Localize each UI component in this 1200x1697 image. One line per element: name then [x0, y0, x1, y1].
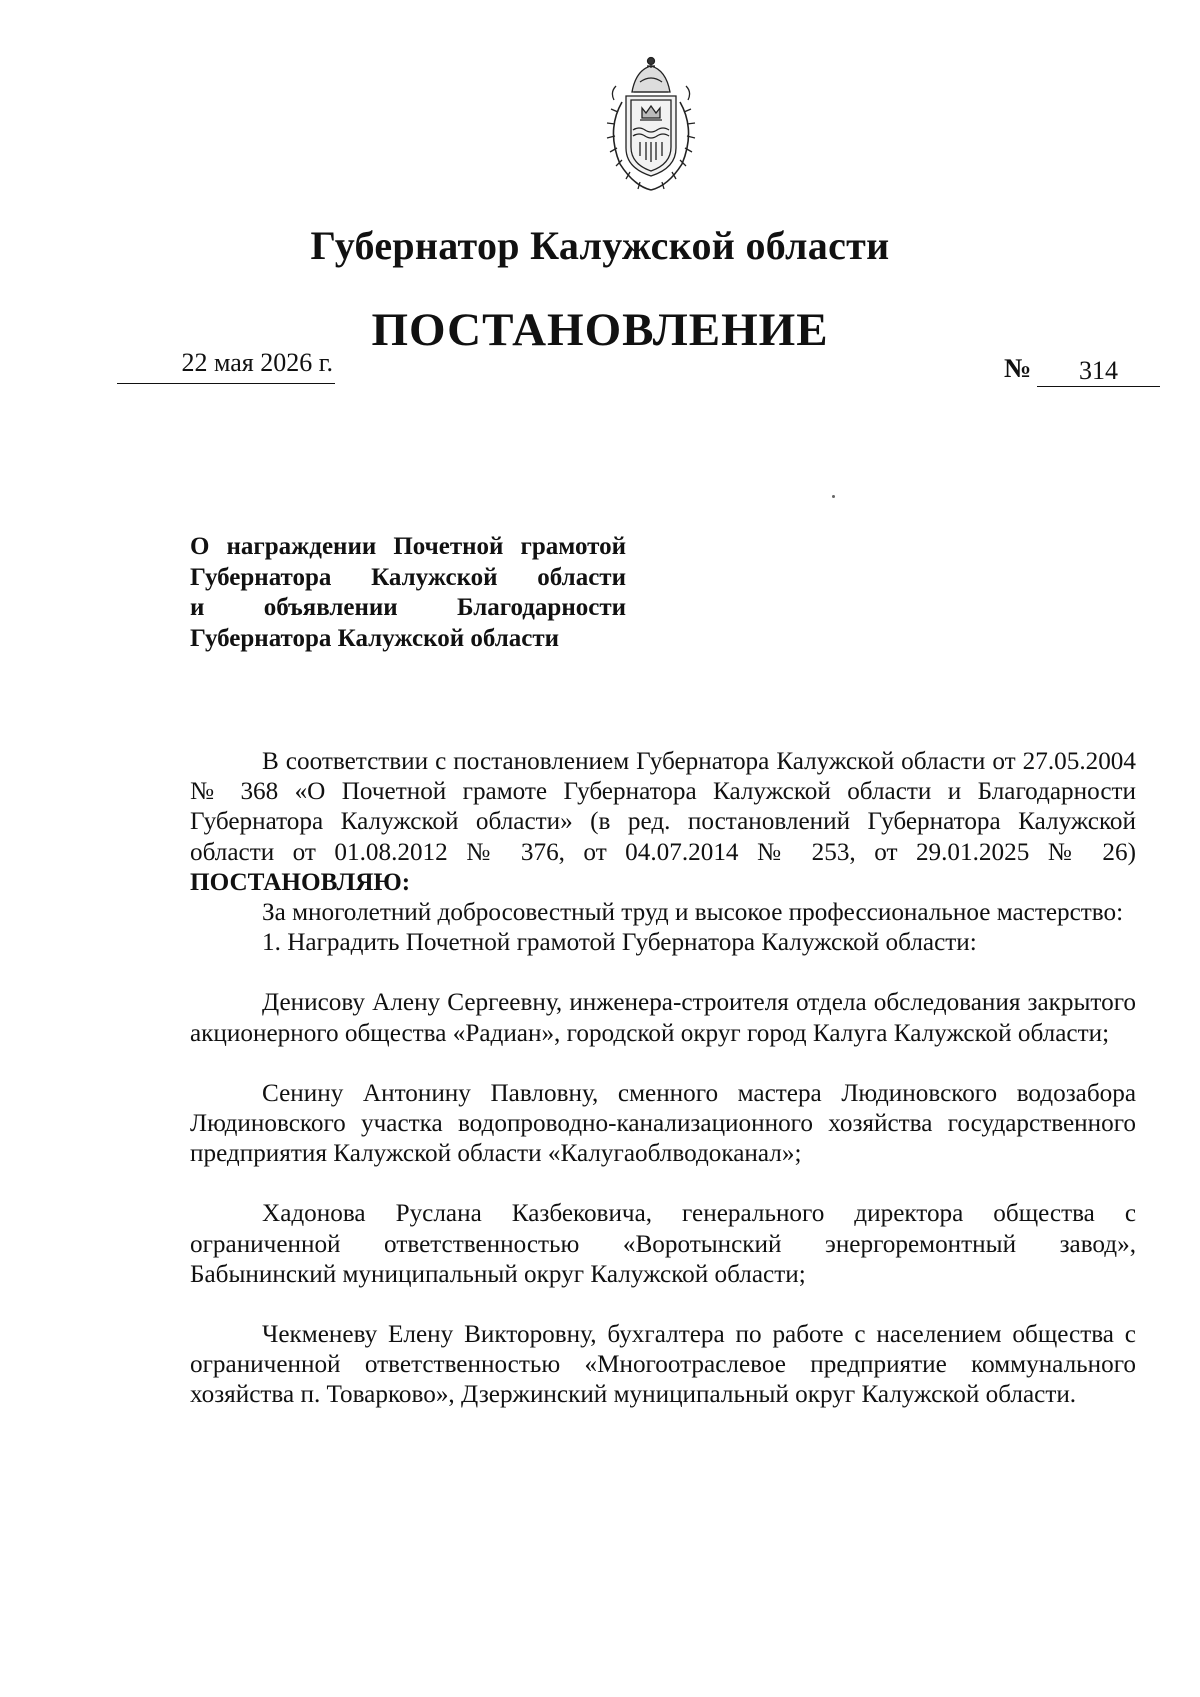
resolve-word: ПОСТАНОВЛЯЮ: [190, 868, 411, 896]
item-1-heading: 1. Наградить Почетной грамотой Губернатора Калужской области: [262, 929, 977, 957]
document-type-heading: ПОСТАНОВЛЕНИЕ [371, 304, 829, 356]
subject-line: Губернатора Калужской области [190, 563, 626, 591]
document-number-field [1004, 350, 1160, 384]
document-subject [190, 532, 626, 654]
document-body [190, 747, 1136, 1411]
subject-line: Губернатора Калужской области [190, 624, 560, 652]
awardee-paragraph: Чекменеву Елену Викторовну, бухгалтера по работе с населением общества с ограниченной ответственностью «Многоотраслевое предприятие коммунального хозяйства п. Товарково», Дзержинский муниципальный округ Калужской области. [190, 1321, 1136, 1409]
issuer-title: Губернатор Калужской области [310, 223, 890, 268]
document-number: 314 [1037, 356, 1160, 387]
reason-paragraph: За многолетний добросовестный труд и высокое профессиональное мастерство: [262, 899, 1124, 927]
subject-line: О награждении Почетной грамотой [190, 533, 626, 560]
coat-of-arms-emblem [584, 52, 718, 196]
subject-line: и объявлении Благодарности [190, 594, 626, 621]
scan-speck [832, 495, 835, 498]
number-label: № [1004, 353, 1032, 383]
preamble-paragraph [190, 747, 1136, 898]
awardee-paragraph: Денисову Алену Сергеевну, инженера-строителя отдела обследования закрытого акционерного общества «Радиан», городской округ город Калуга Калужской области; [190, 989, 1136, 1047]
preamble-text: В соответствии с постановлением Губернатора Калужской области от 27.05.2004 № 368 «О Почетной грамоте Губернатора Калужской области и Благодарности Губернатора Калужской области» (в ред. постановлений Губернатора Калужской области от 01.08.2012 № 376, от 04.07.2014 № 253, от 29.01.2025 № 26) [190, 748, 1136, 866]
awardee-paragraph: Хадонова Руслана Казбековича, генерального директора общества с ограниченной ответственностью «Воротынский энергоремонтный завод», Бабынинский муниципальный округ Калужской области; [190, 1200, 1136, 1288]
document-date: 22 мая 2026 г. [117, 348, 335, 384]
awardee-paragraph: Сенину Антонину Павловну, сменного мастера Людиновского водозабора Людиновского участка водопроводно-канализационного хозяйства государственного предприятия Калужской области «Калугаоблводоканал»; [190, 1079, 1136, 1168]
